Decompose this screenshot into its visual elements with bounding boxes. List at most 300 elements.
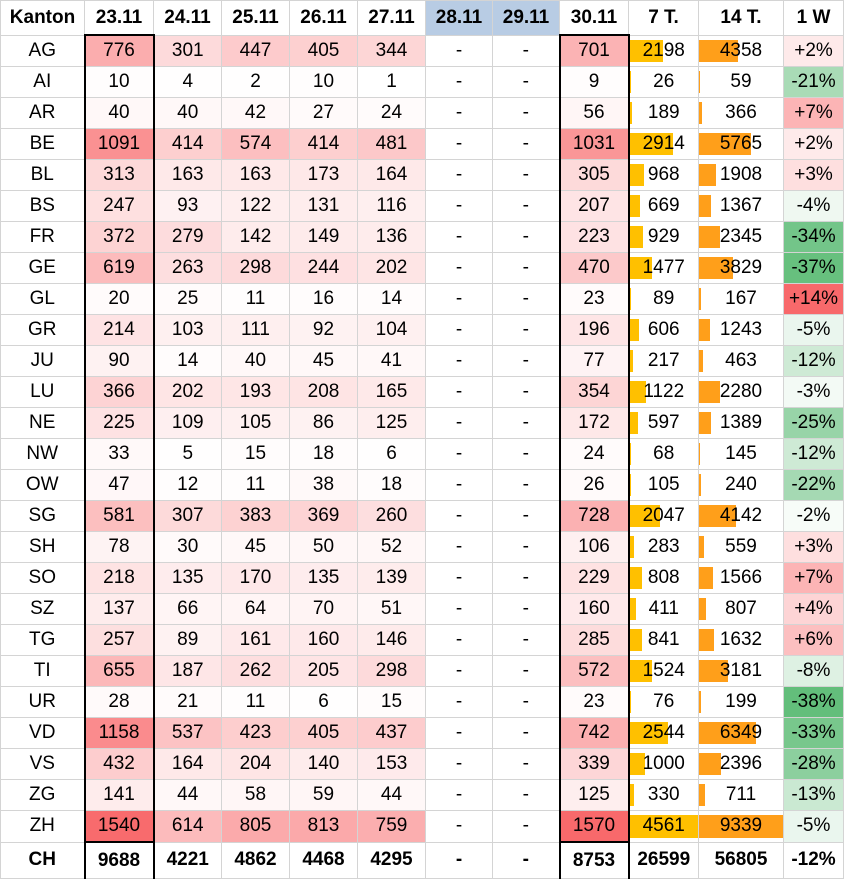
day-value-cell: 173 — [290, 160, 358, 191]
day-value-cell: 58 — [222, 780, 290, 811]
day-value-cell: 141 — [85, 780, 154, 811]
canton-cell: JU — [1, 346, 85, 377]
day-value-cell: 574 — [222, 129, 290, 160]
day-value-cell: - — [426, 687, 493, 718]
day-value-cell: - — [426, 811, 493, 843]
day-value-cell: - — [493, 346, 560, 377]
day-value-cell: - — [426, 67, 493, 98]
day-value-cell: 28 — [85, 687, 154, 718]
column-header: 14 T. — [699, 1, 784, 36]
day-value-cell: 109 — [154, 408, 222, 439]
week-change-cell: +14% — [784, 284, 844, 315]
week-change-cell: -33% — [784, 718, 844, 749]
seven-day-cell-value: 26599 — [637, 849, 691, 871]
day-value-cell: 701 — [560, 35, 629, 67]
day-value-cell: 153 — [358, 749, 426, 780]
day-value-cell: 196 — [560, 315, 629, 346]
seven-day-cell-value: 217 — [647, 350, 680, 371]
fourteen-day-cell-value: 3181 — [719, 660, 763, 681]
day-value-cell: 24 — [358, 98, 426, 129]
day-value-cell: 104 — [358, 315, 426, 346]
day-value-cell: 298 — [358, 656, 426, 687]
week-change-cell: -25% — [784, 408, 844, 439]
day-value-cell: - — [426, 222, 493, 253]
day-value-cell: - — [493, 315, 560, 346]
day-value-cell: 339 — [560, 749, 629, 780]
canton-cell: ZG — [1, 780, 85, 811]
fourteen-day-cell — [699, 563, 784, 594]
fourteen-day-cell-value: 240 — [725, 474, 757, 495]
canton-cell: OW — [1, 470, 85, 501]
column-header: Kanton — [1, 1, 85, 36]
seven-day-cell — [629, 501, 699, 532]
table-row — [1, 315, 844, 346]
day-value-cell: - — [493, 780, 560, 811]
fourteen-day-cell-value: 167 — [725, 288, 757, 309]
day-value-cell: - — [493, 687, 560, 718]
seven-day-cell — [629, 253, 699, 284]
fourteen-day-cell — [699, 718, 784, 749]
canton-cell: SZ — [1, 594, 85, 625]
day-value-cell: 728 — [560, 501, 629, 532]
day-value-cell: 1091 — [85, 129, 154, 160]
fourteen-day-cell — [699, 284, 784, 315]
table-row — [1, 470, 844, 501]
fourteen-day-bar — [699, 691, 701, 713]
column-header: 24.11 — [154, 1, 222, 36]
table-row — [1, 532, 844, 563]
seven-day-cell — [629, 346, 699, 377]
seven-day-cell-value: 26 — [653, 71, 675, 92]
fourteen-day-cell-value: 1243 — [719, 319, 763, 340]
seven-day-cell-value: 2047 — [642, 505, 685, 526]
fourteen-day-bar — [699, 381, 720, 403]
fourteen-day-cell — [699, 656, 784, 687]
day-value-cell: 140 — [290, 749, 358, 780]
day-value-cell: - — [493, 222, 560, 253]
fourteen-day-cell — [699, 408, 784, 439]
fourteen-day-cell — [699, 315, 784, 346]
seven-day-cell-value: 4561 — [642, 815, 685, 837]
canton-cell: AI — [1, 67, 85, 98]
day-value-cell: 759 — [358, 811, 426, 843]
day-value-cell: 1158 — [85, 718, 154, 749]
day-value-cell: - — [426, 408, 493, 439]
seven-day-bar — [630, 288, 631, 310]
day-value-cell: 116 — [358, 191, 426, 222]
fourteen-day-bar — [699, 102, 702, 124]
seven-day-bar — [630, 567, 642, 589]
day-value-cell: 4 — [154, 67, 222, 98]
day-value-cell: - — [426, 160, 493, 191]
table-row — [1, 253, 844, 284]
fourteen-day-cell-value: 2396 — [719, 753, 763, 774]
table-row — [1, 377, 844, 408]
header-row — [1, 1, 844, 36]
column-header: 29.11 — [493, 1, 560, 36]
fourteen-day-cell — [699, 749, 784, 780]
seven-day-cell — [629, 625, 699, 656]
seven-day-cell — [629, 129, 699, 160]
seven-day-bar — [630, 319, 639, 341]
day-value-cell: 423 — [222, 718, 290, 749]
day-value-cell: 66 — [154, 594, 222, 625]
day-value-cell: 8753 — [560, 842, 629, 879]
day-value-cell: 56 — [560, 98, 629, 129]
day-value-cell: 437 — [358, 718, 426, 749]
fourteen-day-cell — [699, 253, 784, 284]
fourteen-day-cell-value: 1632 — [719, 629, 763, 650]
day-value-cell: 202 — [358, 253, 426, 284]
column-header: 25.11 — [222, 1, 290, 36]
day-value-cell: 4468 — [290, 842, 358, 879]
day-value-cell: 11 — [222, 470, 290, 501]
day-value-cell: 447 — [222, 35, 290, 67]
column-header: 28.11 — [426, 1, 493, 36]
day-value-cell: 742 — [560, 718, 629, 749]
day-value-cell: 229 — [560, 563, 629, 594]
day-value-cell: 149 — [290, 222, 358, 253]
week-change-cell: +6% — [784, 625, 844, 656]
fourteen-day-bar — [699, 753, 721, 775]
day-value-cell: 5 — [154, 439, 222, 470]
week-change-cell: -12% — [784, 439, 844, 470]
fourteen-day-cell — [699, 842, 784, 879]
table-row — [1, 346, 844, 377]
day-value-cell: 137 — [85, 594, 154, 625]
day-value-cell: 1 — [358, 67, 426, 98]
day-value-cell: 776 — [85, 35, 154, 67]
day-value-cell: 187 — [154, 656, 222, 687]
day-value-cell: 122 — [222, 191, 290, 222]
seven-day-bar — [630, 412, 639, 434]
canton-cell: VD — [1, 718, 85, 749]
day-value-cell: 131 — [290, 191, 358, 222]
day-value-cell: 14 — [358, 284, 426, 315]
canton-cell: FR — [1, 222, 85, 253]
day-value-cell: - — [426, 98, 493, 129]
day-value-cell: 18 — [290, 439, 358, 470]
day-value-cell: - — [426, 501, 493, 532]
day-value-cell: - — [426, 842, 493, 879]
day-value-cell: - — [493, 191, 560, 222]
day-value-cell: 414 — [154, 129, 222, 160]
week-change-cell: +4% — [784, 594, 844, 625]
fourteen-day-bar — [699, 536, 704, 558]
canton-cell: TG — [1, 625, 85, 656]
fourteen-day-cell — [699, 160, 784, 191]
seven-day-cell-value: 76 — [653, 691, 675, 712]
fourteen-day-cell-value: 145 — [725, 443, 757, 464]
day-value-cell: - — [426, 532, 493, 563]
day-value-cell: 86 — [290, 408, 358, 439]
week-change-cell: -3% — [784, 377, 844, 408]
day-value-cell: - — [426, 191, 493, 222]
day-value-cell: 813 — [290, 811, 358, 843]
seven-day-cell — [629, 594, 699, 625]
day-value-cell: 92 — [290, 315, 358, 346]
seven-day-bar — [630, 536, 634, 558]
day-value-cell: - — [493, 532, 560, 563]
fourteen-day-cell — [699, 129, 784, 160]
canton-cell: UR — [1, 687, 85, 718]
day-value-cell: 161 — [222, 625, 290, 656]
day-value-cell: 223 — [560, 222, 629, 253]
total-row — [1, 842, 844, 879]
seven-day-cell — [629, 67, 699, 98]
day-value-cell: 432 — [85, 749, 154, 780]
canton-cell: AR — [1, 98, 85, 129]
seven-day-bar — [630, 443, 631, 465]
seven-day-bar — [630, 102, 633, 124]
day-value-cell: 146 — [358, 625, 426, 656]
day-value-cell: 164 — [358, 160, 426, 191]
day-value-cell: 172 — [560, 408, 629, 439]
day-value-cell: 23 — [560, 687, 629, 718]
fourteen-day-cell-value: 6349 — [719, 722, 763, 743]
day-value-cell: 89 — [154, 625, 222, 656]
fourteen-day-bar — [699, 288, 701, 310]
week-change-cell: +7% — [784, 98, 844, 129]
table-row — [1, 284, 844, 315]
day-value-cell: 14 — [154, 346, 222, 377]
day-value-cell: 1570 — [560, 811, 629, 843]
week-change-cell: -8% — [784, 656, 844, 687]
week-change-cell: +7% — [784, 563, 844, 594]
day-value-cell: 90 — [85, 346, 154, 377]
day-value-cell: 40 — [222, 346, 290, 377]
seven-day-cell-value: 283 — [647, 536, 680, 557]
fourteen-day-cell-value: 807 — [725, 598, 757, 619]
seven-day-bar — [630, 629, 643, 651]
day-value-cell: 205 — [290, 656, 358, 687]
fourteen-day-cell-value: 2345 — [719, 226, 763, 247]
table-row — [1, 67, 844, 98]
seven-day-cell — [629, 160, 699, 191]
fourteen-day-cell — [699, 811, 784, 843]
day-value-cell: 105 — [222, 408, 290, 439]
day-value-cell: 344 — [358, 35, 426, 67]
day-value-cell: 142 — [222, 222, 290, 253]
seven-day-cell — [629, 563, 699, 594]
seven-day-cell — [629, 222, 699, 253]
table-row — [1, 749, 844, 780]
day-value-cell: 160 — [290, 625, 358, 656]
day-value-cell: - — [426, 315, 493, 346]
fourteen-day-cell — [699, 191, 784, 222]
day-value-cell: 15 — [222, 439, 290, 470]
day-value-cell: 6 — [358, 439, 426, 470]
day-value-cell: 572 — [560, 656, 629, 687]
seven-day-cell-value: 968 — [647, 164, 680, 185]
day-value-cell: 470 — [560, 253, 629, 284]
day-value-cell: 135 — [154, 563, 222, 594]
day-value-cell: - — [493, 718, 560, 749]
seven-day-cell-value: 2198 — [642, 39, 685, 61]
day-value-cell: 103 — [154, 315, 222, 346]
day-value-cell: 42 — [222, 98, 290, 129]
seven-day-cell-value: 669 — [647, 195, 680, 216]
day-value-cell: - — [493, 253, 560, 284]
table-row — [1, 811, 844, 843]
day-value-cell: 10 — [290, 67, 358, 98]
day-value-cell: - — [426, 780, 493, 811]
fourteen-day-cell-value: 2280 — [719, 381, 763, 402]
day-value-cell: - — [493, 439, 560, 470]
day-value-cell: 655 — [85, 656, 154, 687]
day-value-cell: 6 — [290, 687, 358, 718]
day-value-cell: - — [426, 563, 493, 594]
day-value-cell: 244 — [290, 253, 358, 284]
column-header: 23.11 — [85, 1, 154, 36]
day-value-cell: 372 — [85, 222, 154, 253]
day-value-cell: 44 — [154, 780, 222, 811]
week-change-cell: -22% — [784, 470, 844, 501]
fourteen-day-cell-value: 56805 — [714, 849, 768, 871]
fourteen-day-cell-value: 1389 — [719, 412, 763, 433]
day-value-cell: 208 — [290, 377, 358, 408]
fourteen-day-bar — [699, 350, 703, 372]
day-value-cell: - — [493, 501, 560, 532]
seven-day-cell-value: 68 — [653, 443, 675, 464]
day-value-cell: 405 — [290, 35, 358, 67]
canton-cell: SH — [1, 532, 85, 563]
day-value-cell: 285 — [560, 625, 629, 656]
seven-day-bar — [630, 598, 636, 620]
seven-day-cell-value: 411 — [648, 598, 679, 619]
day-value-cell: 481 — [358, 129, 426, 160]
seven-day-cell-value: 2914 — [642, 133, 685, 154]
day-value-cell: - — [426, 439, 493, 470]
canton-cell: SO — [1, 563, 85, 594]
seven-day-cell — [629, 191, 699, 222]
fourteen-day-bar — [699, 164, 716, 186]
week-change-cell: -5% — [784, 811, 844, 843]
day-value-cell: - — [493, 129, 560, 160]
week-change-cell: -38% — [784, 687, 844, 718]
day-value-cell: 163 — [222, 160, 290, 191]
fourteen-day-bar — [699, 474, 701, 496]
day-value-cell: 40 — [154, 98, 222, 129]
fourteen-day-cell — [699, 35, 784, 67]
seven-day-bar — [630, 474, 632, 496]
table-row — [1, 222, 844, 253]
day-value-cell: 204 — [222, 749, 290, 780]
seven-day-cell — [629, 749, 699, 780]
fourteen-day-cell — [699, 532, 784, 563]
column-header: 27.11 — [358, 1, 426, 36]
fourteen-day-cell — [699, 377, 784, 408]
seven-day-cell — [629, 98, 699, 129]
day-value-cell: 218 — [85, 563, 154, 594]
canton-cell: VS — [1, 749, 85, 780]
fourteen-day-cell — [699, 501, 784, 532]
seven-day-cell-value: 1477 — [642, 257, 685, 278]
day-value-cell: 614 — [154, 811, 222, 843]
fourteen-day-cell — [699, 780, 784, 811]
day-value-cell: - — [493, 67, 560, 98]
day-value-cell: - — [493, 563, 560, 594]
seven-day-cell — [629, 780, 699, 811]
seven-day-cell-value: 105 — [647, 474, 680, 495]
canton-cell: TI — [1, 656, 85, 687]
day-value-cell: 20 — [85, 284, 154, 315]
day-value-cell: 307 — [154, 501, 222, 532]
canton-cell: BL — [1, 160, 85, 191]
fourteen-day-bar — [699, 319, 710, 341]
day-value-cell: - — [493, 811, 560, 843]
day-value-cell: 15 — [358, 687, 426, 718]
seven-day-cell-value: 597 — [647, 412, 680, 433]
week-change-cell: -13% — [784, 780, 844, 811]
day-value-cell: - — [426, 253, 493, 284]
day-value-cell: 163 — [154, 160, 222, 191]
fourteen-day-cell — [699, 594, 784, 625]
seven-day-cell-value: 841 — [647, 629, 680, 650]
week-change-cell: -21% — [784, 67, 844, 98]
table-row — [1, 408, 844, 439]
day-value-cell: - — [493, 160, 560, 191]
seven-day-cell — [629, 377, 699, 408]
day-value-cell: 193 — [222, 377, 290, 408]
fourteen-day-bar — [699, 784, 705, 806]
seven-day-cell-value: 1000 — [642, 753, 685, 774]
day-value-cell: - — [493, 377, 560, 408]
seven-day-cell — [629, 811, 699, 843]
week-change-cell: -4% — [784, 191, 844, 222]
week-change-cell: -34% — [784, 222, 844, 253]
day-value-cell: - — [426, 718, 493, 749]
day-value-cell: - — [426, 346, 493, 377]
seven-day-cell — [629, 470, 699, 501]
day-value-cell: - — [493, 470, 560, 501]
canton-cell: SG — [1, 501, 85, 532]
fourteen-day-bar — [699, 71, 700, 93]
day-value-cell: 537 — [154, 718, 222, 749]
fourteen-day-cell-value: 366 — [725, 102, 757, 123]
table-row — [1, 656, 844, 687]
day-value-cell: 21 — [154, 687, 222, 718]
day-value-cell: 4221 — [154, 842, 222, 879]
seven-day-cell-value: 2544 — [642, 722, 685, 743]
fourteen-day-bar — [699, 567, 713, 589]
seven-day-cell — [629, 408, 699, 439]
day-value-cell: 354 — [560, 377, 629, 408]
fourteen-day-cell — [699, 625, 784, 656]
fourteen-day-cell-value: 4358 — [719, 39, 763, 61]
day-value-cell: 305 — [560, 160, 629, 191]
day-value-cell: 298 — [222, 253, 290, 284]
day-value-cell: 59 — [290, 780, 358, 811]
day-value-cell: 139 — [358, 563, 426, 594]
week-change-cell: -2% — [784, 501, 844, 532]
day-value-cell: 164 — [154, 749, 222, 780]
column-header: 30.11 — [560, 1, 629, 36]
table-row — [1, 594, 844, 625]
day-value-cell: - — [493, 656, 560, 687]
seven-day-bar — [630, 195, 640, 217]
day-value-cell: - — [426, 594, 493, 625]
canton-cell: CH — [1, 842, 85, 879]
day-value-cell: 45 — [222, 532, 290, 563]
seven-day-cell-value: 1122 — [643, 381, 685, 402]
canton-cell: NE — [1, 408, 85, 439]
seven-day-cell-value: 929 — [647, 226, 680, 247]
day-value-cell: 16 — [290, 284, 358, 315]
fourteen-day-cell — [699, 687, 784, 718]
table-row — [1, 129, 844, 160]
day-value-cell: 369 — [290, 501, 358, 532]
